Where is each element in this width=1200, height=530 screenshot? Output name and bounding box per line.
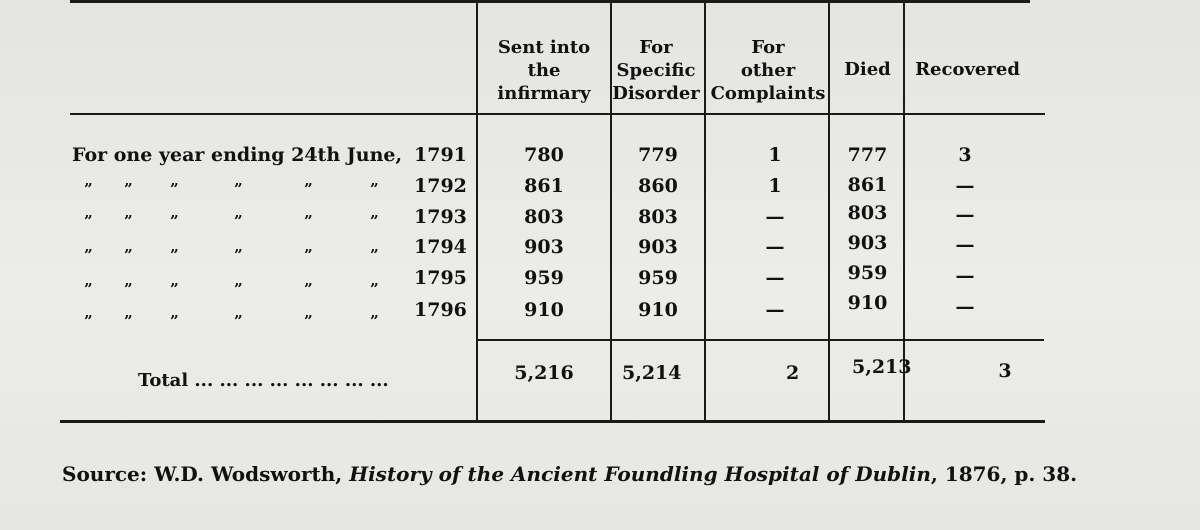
ditto-mark: ” <box>370 312 379 330</box>
total-label: Total ... ... ... ... ... ... ... ... <box>138 370 389 391</box>
source-suffix: , 1876, p. 38. <box>930 462 1078 486</box>
year-cell: 1791 <box>414 144 467 166</box>
total-recovered: 3 <box>998 360 1012 382</box>
sent-cell: 910 <box>524 299 564 321</box>
other-cell: 1 <box>768 175 782 197</box>
ditto-mark: ” <box>304 246 313 264</box>
total-sent: 5,216 <box>514 362 574 384</box>
ditto-mark: ” <box>234 180 243 198</box>
source-title: History of the Ancient Foundling Hospital of Dublin <box>349 462 931 486</box>
ditto-mark: ” <box>84 212 93 230</box>
header-other: For other Complaints <box>710 37 826 104</box>
total-died: 5,213 <box>852 356 912 378</box>
source-prefix: Source: W.D. Wodsworth, <box>62 462 350 486</box>
ditto-mark: ” <box>84 280 93 298</box>
first-row-label: For one year ending 24th June, <box>72 144 403 166</box>
ditto-mark: ” <box>84 246 93 264</box>
died-cell: 803 <box>847 202 888 224</box>
ditto-mark: ” <box>304 280 313 298</box>
sent-cell: 861 <box>524 175 564 197</box>
ditto-mark: ” <box>170 280 179 298</box>
header-sent: Sent into the infirmary <box>497 37 591 104</box>
top-rule <box>70 0 1030 3</box>
year-cell: 1796 <box>414 299 467 321</box>
total-top-rule <box>476 339 1044 341</box>
year-cell: 1794 <box>414 236 467 258</box>
sent-cell: 903 <box>524 236 564 258</box>
ditto-mark: ” <box>124 312 133 330</box>
header-bottom-rule <box>70 113 1045 115</box>
bottom-rule <box>60 420 1045 423</box>
year-cell: 1792 <box>414 175 467 197</box>
sent-cell: 803 <box>524 206 564 228</box>
other-cell: — <box>765 206 785 228</box>
ditto-mark: ” <box>234 280 243 298</box>
ditto-mark: ” <box>84 180 93 198</box>
recovered-cell: — <box>955 175 975 197</box>
ditto-mark: ” <box>170 212 179 230</box>
died-cell: 959 <box>847 262 888 284</box>
recovered-cell: — <box>955 234 975 256</box>
ditto-mark: ” <box>234 312 243 330</box>
ditto-mark: ” <box>370 246 379 264</box>
header-specific: For Specific Disorder <box>612 37 700 104</box>
ditto-mark: ” <box>234 246 243 264</box>
header-died: Died <box>844 59 891 80</box>
specific-cell: 860 <box>638 175 678 197</box>
ditto-mark: ” <box>124 180 133 198</box>
total-other: 2 <box>786 362 800 384</box>
recovered-cell: 3 <box>958 144 972 166</box>
sent-cell: 959 <box>524 267 564 289</box>
specific-cell: 910 <box>638 299 678 321</box>
ditto-mark: ” <box>124 280 133 298</box>
died-cell: 903 <box>847 232 888 254</box>
total-specific: 5,214 <box>622 362 682 384</box>
died-cell: 777 <box>847 144 888 166</box>
ditto-mark: ” <box>124 212 133 230</box>
died-cell: 861 <box>847 174 888 196</box>
other-cell: 1 <box>768 144 782 166</box>
other-cell: — <box>765 236 785 258</box>
ditto-mark: ” <box>170 312 179 330</box>
ditto-mark: ” <box>124 246 133 264</box>
sent-cell: 780 <box>524 144 564 166</box>
ditto-mark: ” <box>370 212 379 230</box>
ditto-mark: ” <box>370 180 379 198</box>
ditto-mark: ” <box>84 312 93 330</box>
other-cell: — <box>765 299 785 321</box>
ditto-mark: ” <box>170 180 179 198</box>
specific-cell: 903 <box>638 236 678 258</box>
ditto-mark: ” <box>370 280 379 298</box>
recovered-cell: — <box>955 204 975 226</box>
source-citation <box>62 462 1077 486</box>
ditto-mark: ” <box>304 212 313 230</box>
ditto-mark: ” <box>170 246 179 264</box>
ditto-mark: ” <box>234 212 243 230</box>
year-cell: 1793 <box>414 206 467 228</box>
ditto-mark: ” <box>304 312 313 330</box>
header-recovered: Recovered <box>915 59 1020 80</box>
specific-cell: 959 <box>638 267 678 289</box>
year-cell: 1795 <box>414 267 467 289</box>
ditto-mark: ” <box>304 180 313 198</box>
recovered-cell: — <box>955 296 975 318</box>
other-cell: — <box>765 267 785 289</box>
died-cell: 910 <box>847 292 888 314</box>
recovered-cell: — <box>955 265 975 287</box>
specific-cell: 803 <box>638 206 678 228</box>
specific-cell: 779 <box>638 144 678 166</box>
